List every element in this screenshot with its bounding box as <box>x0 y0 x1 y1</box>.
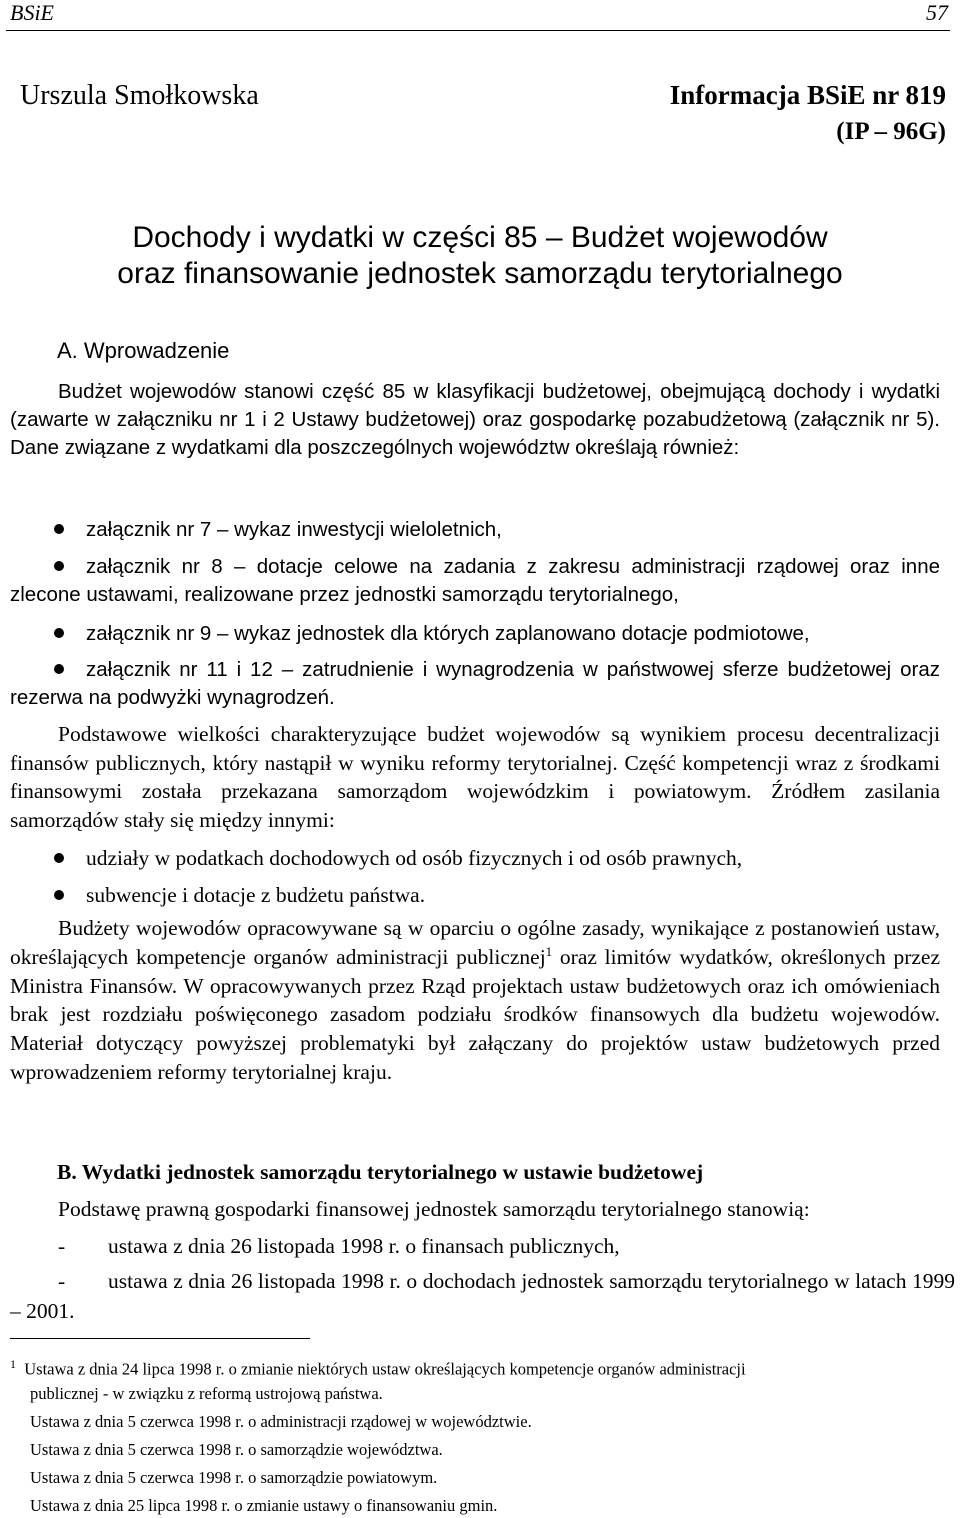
bullet-item <box>10 881 940 909</box>
paragraph-text: Budżety wojewodów opracowywane są w oparciu o ogólne zasady, wynikające z postanowień ustaw, określających kompetencje organów administracji publicznej <box>10 916 940 969</box>
header-journal: BSiE <box>10 0 54 25</box>
bullet-item <box>10 516 940 544</box>
bullet-item <box>10 620 940 648</box>
bullet-text: subwencje i dotacje z budżetu państwa. <box>86 883 426 907</box>
footnote-line <box>10 1352 950 1382</box>
bullet-text: załącznik nr 9 – wykaz jednostek dla których zaplanowano dotacje podmiotowe, <box>86 622 810 645</box>
bullet-icon <box>54 628 64 638</box>
section-a-heading: A. Wprowadzenie <box>57 338 230 363</box>
bullet-icon <box>54 664 64 674</box>
page-number: 57 <box>926 0 948 25</box>
paragraph-text: Podstawę prawną gospodarki finansowej jednostek samorządu terytorialnego stanowią: <box>58 1197 810 1221</box>
bullet-icon <box>54 853 64 863</box>
paragraph-text: Budżet wojewodów stanowi część 85 w klasyfikacji budżetowej, obejmującą dochody i wydatki (zawarte w załączniku nr 1 i 2 Ustawy budżetowej) oraz gospodarkę pozabudżetową (załącznik nr 5). Dane związane z wydatkami dla poszczególnych województw określają również: <box>10 380 940 459</box>
list-item <box>10 1232 955 1260</box>
info-code: (IP – 96G) <box>836 118 946 145</box>
footnote-text: Ustawa z dnia 24 lipca 1998 r. o zmianie niektórych ustaw określających kompetencje organów administracji <box>24 1359 746 1379</box>
footnote-separator <box>10 1338 310 1339</box>
bullet-icon <box>54 890 64 900</box>
bullet-text: załącznik nr 11 i 12 – zatrudnienie i wynagrodzenia w państwowej sferze budżetowej oraz rezerwa na podwyżki wynagrodzeń. <box>10 658 940 709</box>
bullet-icon <box>54 524 64 534</box>
bullet-item <box>10 553 940 609</box>
list-item-text: ustawa z dnia 26 listopada 1998 r. o dochodach jednostek samorządu terytorialnego w latach 1999 – 2001. <box>10 1269 955 1323</box>
section-b-intro <box>10 1195 940 1223</box>
paragraph-text-continued: oraz limitów wydatków, określonych przez Ministra Finansów. W opracowywanych przez Rząd projektach ustaw budżetowych oraz ich omówieniach brak jest rozdziału poświęconego zasadom podziału środków finansowych dla budżetu wojewodów. Materiał dotyczący powyższej problematyki był załączany do projektów ustaw budżetowych przed wprowadzeniem reformy terytorialnej kraju. <box>10 944 940 1084</box>
bullet-item <box>10 656 940 712</box>
bullet-item <box>10 844 940 872</box>
bullet-text: załącznik nr 8 – dotacje celowe na zadania z zakresu administracji rządowej oraz inne zlecone ustawami, realizowane przez jednostki samorządu terytorialnego, <box>10 555 940 606</box>
paragraph-text: Podstawowe wielkości charakteryzujące budżet wojewodów są wynikiem procesu decentralizacji finansów publicznych, który nastąpił w wyniku reformy terytorialnej. Część kompetencji wraz z środkami finansowymi została przekazana samorządom wojewódzkim i powiatowym. Źródłem zasilania samorządów stały się między innymi: <box>10 722 940 832</box>
dash-marker: - <box>58 1234 66 1258</box>
author: Urszula Smołkowska <box>20 80 259 111</box>
section-a-paragraph-3 <box>10 914 940 1087</box>
bullet-text: udziały w podatkach dochodowych od osób fizycznych i od osób prawnych, <box>86 846 743 870</box>
title-line-2: oraz finansowanie jednostek samorządu terytorialnego <box>117 257 843 290</box>
section-a-paragraph-2 <box>10 720 940 834</box>
footnote-line: Ustawa z dnia 5 czerwca 1998 r. o administracji rządowej w województwie. <box>30 1411 532 1431</box>
section-b-heading: B. Wydatki jednostek samorządu terytorialnego w ustawie budżetowej <box>57 1160 704 1184</box>
running-header <box>6 0 950 31</box>
footnote-line: Ustawa z dnia 25 lipca 1998 r. o zmianie ustawy o finansowaniu gmin. <box>30 1495 498 1515</box>
title-line-1: Dochody i wydatki w części 85 – Budżet wojewodów <box>132 221 828 254</box>
footnote-mark: 1 <box>10 1357 16 1371</box>
footnote-line: publicznej - w związku z reformą ustrojową państwa. <box>30 1383 383 1403</box>
info-title: Informacja BSiE nr 819 <box>669 80 946 110</box>
bullet-text: załącznik nr 7 – wykaz inwestycji wieloletnich, <box>86 518 502 541</box>
list-item-text: ustawa z dnia 26 listopada 1998 r. o finansach publicznych, <box>108 1234 620 1258</box>
document-title <box>0 220 960 292</box>
list-item <box>10 1266 955 1326</box>
bullet-icon <box>54 561 64 571</box>
dash-marker: - <box>58 1269 66 1293</box>
footnote-reference: 1 <box>545 943 553 959</box>
footnote-line: Ustawa z dnia 5 czerwca 1998 r. o samorządzie powiatowym. <box>30 1467 438 1487</box>
section-a-paragraph-1 <box>10 378 940 462</box>
footnotes <box>10 1352 950 1518</box>
footnote-line: Ustawa z dnia 5 czerwca 1998 r. o samorządzie województwa. <box>30 1439 443 1459</box>
